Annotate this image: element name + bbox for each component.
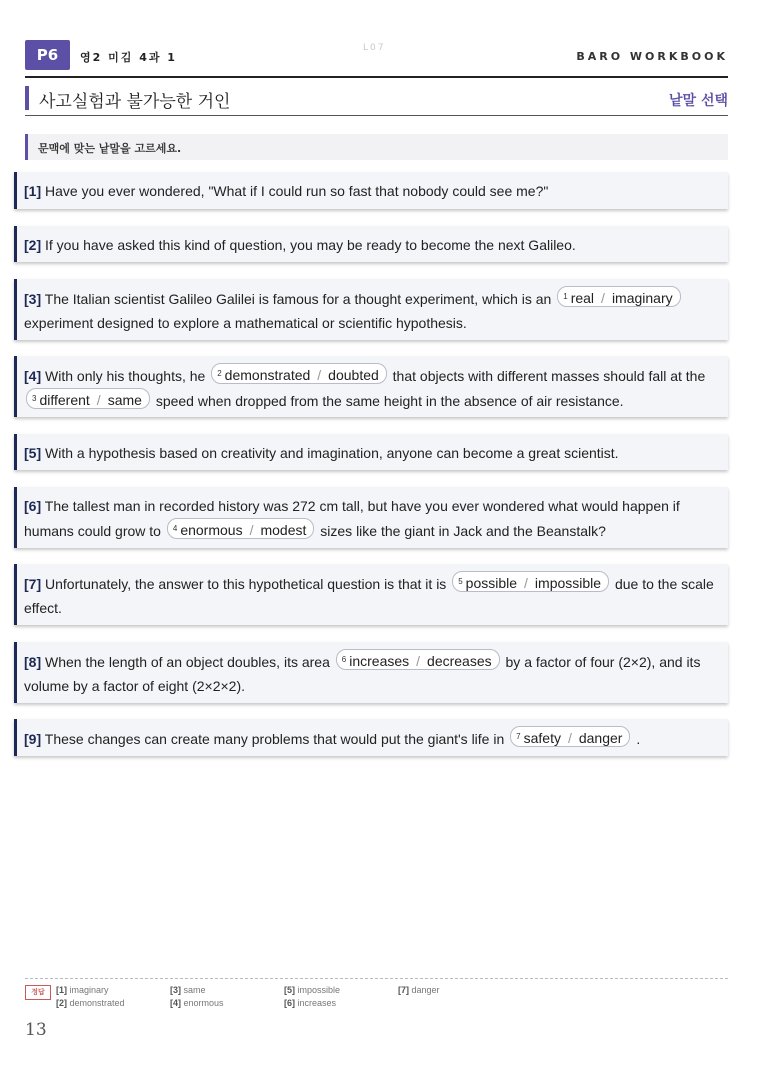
question-card: [14, 356, 728, 417]
answer-item: [4] enormous: [170, 998, 224, 1008]
page-header: [25, 40, 728, 77]
blank-number: 6: [341, 655, 347, 664]
question-text: The Italian scientist Galileo Galilei is famous for a thought experiment, which is an: [44, 291, 552, 307]
question-card: [14, 279, 728, 340]
question-text: If you have asked this kind of question, you may be ready to become the next Galileo.: [45, 237, 576, 253]
question-text: Have you ever wondered, "What if I could run so fast that nobody could see me?": [45, 183, 549, 199]
question-text: Unfortunately, the answer to this hypothetical question is that it is: [45, 576, 447, 592]
question-text: With a hypothesis based on creativity and imagination, anyone can become a great scientist.: [45, 445, 619, 461]
choice-option-b[interactable]: impossible: [534, 575, 602, 591]
instruction-box: [25, 134, 728, 160]
choice-option-b[interactable]: doubted: [328, 367, 379, 383]
exercise-type: 낱말 선택: [669, 93, 728, 109]
choice-option-b[interactable]: same: [107, 392, 142, 408]
word-choice: [452, 571, 609, 592]
question-number: [1]: [24, 183, 42, 199]
choice-separator: /: [317, 367, 322, 383]
choice-separator: /: [524, 575, 528, 591]
answer-item: [1] imaginary: [56, 985, 109, 995]
question-text: sizes like the giant in Jack and the Beanstalk?: [320, 523, 606, 539]
brand-label: BARO WORKBOOK: [576, 50, 728, 63]
question-text: These changes can create many problems that would put the giant's life in: [44, 731, 505, 747]
choice-option-a[interactable]: enormous: [180, 522, 243, 538]
choice-option-b[interactable]: danger: [578, 730, 623, 746]
word-choice: [336, 649, 500, 670]
blank-number: 1: [563, 292, 568, 301]
answer-key: [25, 978, 728, 1008]
instruction-text: 문맥에 맞는 낱말을 고르세요.: [38, 142, 182, 155]
question-number: [7]: [24, 576, 42, 592]
question-text: .: [636, 731, 641, 747]
course-label: 영2 미김 4과 1: [80, 51, 177, 64]
choice-option-a[interactable]: different: [39, 392, 90, 408]
answer-item: [3] same: [170, 985, 206, 995]
blank-number: 4: [172, 524, 178, 533]
question-text: When the length of an object doubles, its area: [45, 654, 330, 670]
choice-option-b[interactable]: imaginary: [611, 290, 673, 306]
question-card: [14, 719, 728, 756]
choice-option-a[interactable]: possible: [465, 575, 518, 591]
blank-number: 7: [516, 732, 521, 741]
question-text: by a factor of four (2×2), and its volume by a factor of eight (2×2×2).: [24, 654, 701, 694]
question-text: that objects with different masses should fall at the: [392, 368, 706, 384]
choice-option-a[interactable]: demonstrated: [224, 367, 311, 383]
question-card: [14, 487, 728, 548]
choice-option-b[interactable]: decreases: [427, 653, 492, 669]
choice-option-a[interactable]: safety: [523, 730, 561, 746]
blank-number: 2: [217, 369, 222, 378]
word-choice: [510, 726, 630, 747]
answer-item: [7] danger: [398, 985, 440, 995]
word-choice: [26, 388, 150, 409]
page-number: 13: [25, 1020, 47, 1040]
word-choice: [557, 286, 680, 307]
question-text: With only his thoughts, he: [45, 368, 206, 384]
word-choice: [211, 363, 387, 384]
choice-separator: /: [567, 730, 572, 746]
question-text: The tallest man in recorded history was 272 cm tall, but have you ever wondered what would happen if humans could grow to: [24, 498, 680, 539]
question-card: [14, 172, 728, 209]
question-card: [14, 564, 728, 625]
word-choice: [167, 518, 315, 539]
choice-option-b[interactable]: modest: [260, 522, 307, 538]
question-number: [3]: [24, 291, 42, 307]
question-text: due to the scale effect.: [24, 576, 714, 616]
answer-item: [5] impossible: [284, 985, 341, 995]
blank-number: 3: [32, 394, 37, 403]
question-number: [9]: [24, 731, 42, 747]
choice-option-a[interactable]: increases: [349, 653, 410, 669]
question-card: [14, 642, 728, 703]
choice-separator: /: [416, 653, 421, 669]
answer-key-label: 정답: [25, 985, 51, 1000]
question-number: [6]: [24, 498, 42, 514]
page-title: 사고실험과 불가능한 거인: [39, 92, 231, 112]
title-row: [25, 86, 728, 116]
faint-mark: L07: [363, 43, 386, 53]
question-number: [4]: [24, 368, 42, 384]
choice-separator: /: [601, 290, 605, 306]
answer-item: [6] increases: [284, 998, 337, 1008]
question-number: [2]: [24, 237, 42, 253]
question-text: experiment designed to explore a mathematical or scientific hypothesis.: [24, 315, 467, 331]
header-rule: [25, 76, 728, 78]
question-number: [5]: [24, 445, 42, 461]
choice-option-a[interactable]: real: [570, 290, 595, 306]
page-badge: P6: [25, 40, 70, 70]
title-accent-bar: [25, 86, 29, 110]
question-text: speed when dropped from the same height in the absence of air resistance.: [155, 393, 624, 409]
question-card: [14, 226, 728, 262]
question-card: [14, 434, 728, 470]
answer-item: [2] demonstrated: [56, 998, 125, 1008]
blank-number: 5: [458, 577, 463, 586]
choice-separator: /: [96, 392, 101, 408]
choice-separator: /: [249, 522, 254, 538]
question-number: [8]: [24, 654, 42, 670]
